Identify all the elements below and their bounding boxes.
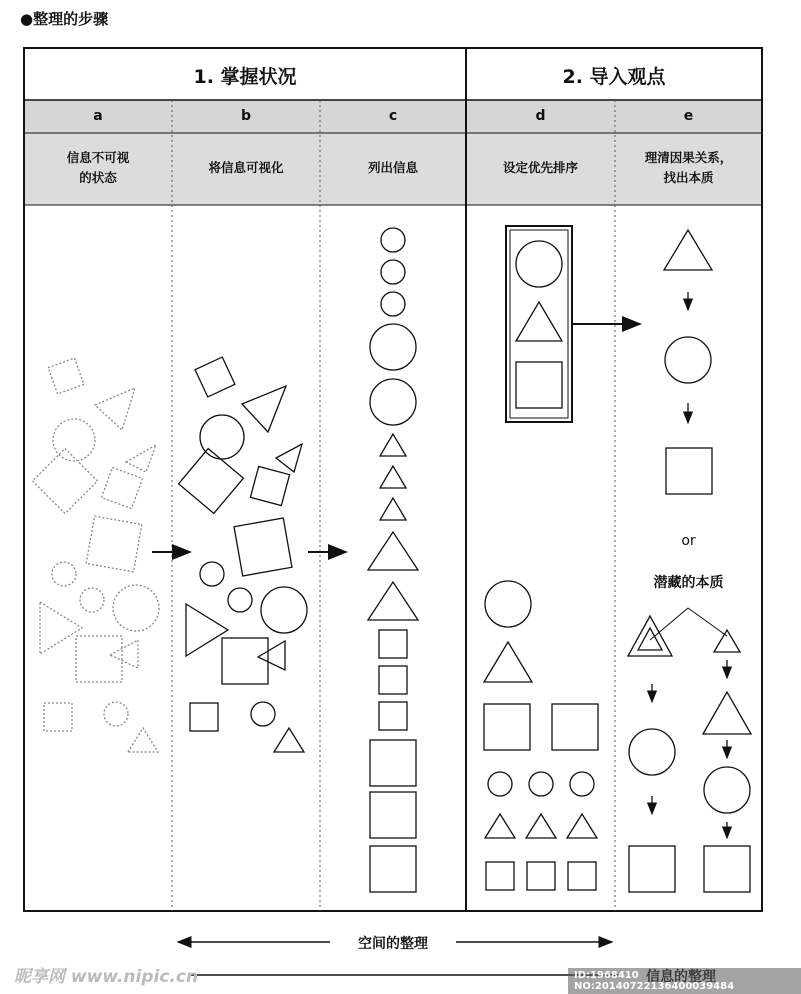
section-header-2: 2. 导入观点 [562,66,666,88]
column-a-desc: 信息不可视 的状态 [66,150,130,185]
column-d-letter: d [535,108,546,124]
space-organize-label: 空间的整理 [330,933,456,953]
column-separators [172,100,615,911]
page-title: ●整理的步骤 [20,10,109,28]
column-a-letter: a [93,108,103,124]
column-e-shapes [628,230,751,892]
column-a-shapes [32,358,159,752]
column-b-letter: b [240,108,252,124]
hidden-essence-label: 潜藏的本质 [653,575,724,591]
column-b-shapes [179,357,307,752]
section-header-1: 1. 掌握状况 [193,66,297,88]
column-d-desc: 设定优先排序 [502,160,578,175]
column-d-shapes [484,226,598,890]
watermark-id: ID:1968410 NO:20140722136400039484 [568,968,801,994]
watermark-logo: 昵享网 www.nipic.cn [14,967,199,987]
column-e-desc: 理清因果关系， 找出本质 [644,150,733,185]
column-c-shapes [368,228,418,892]
column-b-desc: 将信息可视化 [208,160,284,175]
column-c-letter: c [388,108,398,124]
or-label: or [681,533,696,549]
column-c-desc: 列出信息 [367,160,418,175]
column-e-letter: e [683,108,694,124]
